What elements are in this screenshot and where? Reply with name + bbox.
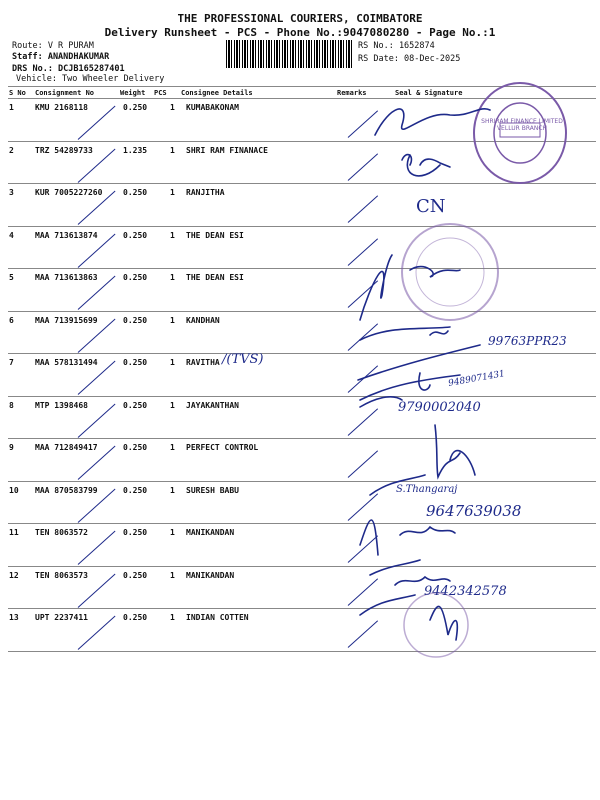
- row-weight: 0.250: [123, 273, 148, 282]
- row-pcs: 1: [170, 230, 175, 240]
- barcode: [226, 40, 352, 68]
- row-consignee: MANIKANDAN: [186, 570, 235, 580]
- vehicle-label: Vehicle: Two Wheeler Delivery: [16, 74, 165, 84]
- row-pcs: 1: [170, 145, 175, 155]
- route-label: Route: V R PURAM: [12, 41, 94, 51]
- row-consignment-no: KMU 2168118: [35, 103, 88, 112]
- row-consignment-no: MTP 1398468: [35, 400, 88, 410]
- row-sno: 3: [9, 188, 14, 197]
- row-sno: 10: [9, 485, 19, 495]
- row-sno: 2: [9, 145, 14, 155]
- row-consignment-no: MAA 713613874: [35, 230, 98, 240]
- row-sno: 8: [9, 400, 14, 410]
- col-consignment: Consignment No: [35, 89, 95, 97]
- row-weight: 0.250: [123, 443, 148, 452]
- col-consignee: Consignee Details: [181, 89, 253, 97]
- staff-label: Staff: ANANDHAKUMAR: [12, 52, 110, 62]
- rs-date: RS Date: 08-Dec-2025: [358, 54, 461, 64]
- row-consignment-no: MAA 870583799: [35, 485, 98, 495]
- handwritten-initials-row3: CN: [416, 196, 446, 217]
- handwritten-phone-row7: 99763PPR23: [488, 334, 567, 348]
- row-consignment-no: MAA 713915699: [35, 315, 98, 325]
- drs-label: DRS No.: DCJB165287401: [12, 64, 125, 74]
- row-consignee: PERFECT CONTROL: [186, 443, 259, 452]
- col-weight: Weight: [120, 89, 146, 97]
- row-pcs: 1: [170, 188, 175, 197]
- row-weight: 0.250: [123, 485, 148, 495]
- row-pcs: 1: [170, 315, 175, 325]
- row-weight: 0.250: [123, 188, 148, 197]
- handwritten-phone-row10: 9647639038: [426, 502, 522, 520]
- signatures-drawing: [330, 95, 590, 665]
- row-weight: 0.250: [123, 400, 148, 410]
- row-weight: 0.250: [123, 230, 148, 240]
- row-consignment-no: TEN 8063572: [35, 528, 88, 537]
- row-consignee: RANJITHA: [186, 188, 225, 197]
- row-consignee: JAYAKANTHAN: [186, 400, 239, 410]
- rs-number: RS No.: 1652874: [358, 41, 435, 51]
- col-pcs: PCS: [154, 89, 167, 97]
- runsheet-title: THE PROFESSIONAL COURIERS, COIMBATORE: [177, 12, 423, 25]
- row-consignment-no: UPT 2237411: [35, 613, 88, 622]
- row-sno: 1: [9, 103, 14, 112]
- row-pcs: 1: [170, 103, 175, 112]
- row-sno: 9: [9, 443, 14, 452]
- row-weight: 0.250: [123, 613, 148, 622]
- row-pcs: 1: [170, 528, 175, 537]
- row-pcs: 1: [170, 443, 175, 452]
- row-consignment-no: KUR 7005227260: [35, 188, 103, 197]
- col-sno: S No: [9, 89, 26, 97]
- finance-stamp-text: SHRIRAM FINANCE LIMITED VELLUR BRANCH: [481, 118, 563, 132]
- row-pcs: 1: [170, 613, 175, 622]
- handwritten-note-tvs: /(TVS): [222, 352, 264, 367]
- row-pcs: 1: [170, 570, 175, 580]
- row-consignment-no: TRZ 54289733: [35, 145, 93, 155]
- row-sno: 4: [9, 230, 14, 240]
- row-sno: 12: [9, 570, 19, 580]
- row-consignment-no: MAA 712849417: [35, 443, 98, 452]
- row-sno: 13: [9, 613, 19, 622]
- row-weight: 1.235: [123, 145, 148, 155]
- col-remarks: Remarks: [337, 89, 367, 97]
- row-pcs: 1: [170, 400, 175, 410]
- row-sno: 7: [9, 358, 14, 367]
- row-consignee: RAVITHA: [186, 358, 220, 367]
- handwritten-phone-row8b: 9790002040: [398, 400, 481, 415]
- handwritten-phone-row12: 9442342578: [424, 584, 507, 599]
- row-pcs: 1: [170, 273, 175, 282]
- row-weight: 0.250: [123, 315, 148, 325]
- col-seal-signature: Seal & Signature: [395, 89, 463, 97]
- row-sno: 6: [9, 315, 14, 325]
- row-consignee: SHRI RAM FINANACE: [186, 145, 268, 155]
- row-pcs: 1: [170, 358, 175, 367]
- row-consignment-no: TEN 8063573: [35, 570, 88, 580]
- row-consignee: MANIKANDAN: [186, 528, 235, 537]
- row-consignee: INDIAN COTTEN: [186, 613, 249, 622]
- row-weight: 0.250: [123, 358, 148, 367]
- row-pcs: 1: [170, 485, 175, 495]
- row-consignee: THE DEAN ESI: [186, 230, 244, 240]
- row-consignment-no: MAA 713613863: [35, 273, 98, 282]
- row-weight: 0.250: [123, 528, 148, 537]
- row-consignee: SURESH BABU: [186, 485, 239, 495]
- row-sno: 5: [9, 273, 14, 282]
- handwritten-name-row10: S.Thangaraj: [396, 484, 458, 495]
- handwritten-phone-row8a: 9489071431: [447, 369, 506, 389]
- row-consignment-no: MAA 578131494: [35, 358, 98, 367]
- row-consignee: KANDHAN: [186, 315, 220, 325]
- runsheet-subtitle: Delivery Runsheet - PCS - Phone No.:9047080280 - Page No.:1: [104, 26, 496, 39]
- row-weight: 0.250: [123, 103, 148, 112]
- row-sno: 11: [9, 528, 19, 537]
- row-consignee: THE DEAN ESI: [186, 273, 244, 282]
- row-consignee: KUMABAKONAM: [186, 103, 239, 112]
- row-weight: 0.250: [123, 570, 148, 580]
